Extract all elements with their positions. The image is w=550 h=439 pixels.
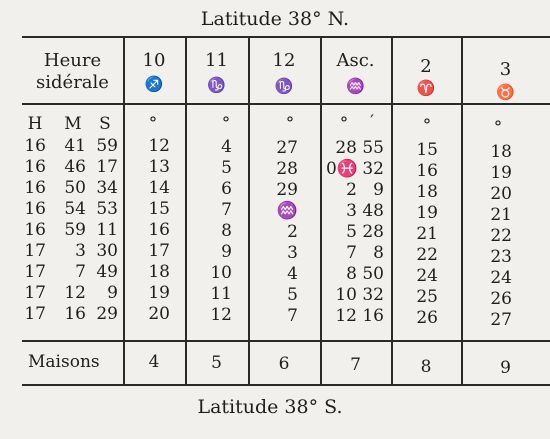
house11-cell: 7	[221, 200, 232, 220]
house-number: 7	[350, 355, 361, 375]
house10-cell: 15	[148, 199, 170, 219]
house3-cell: 22	[490, 226, 512, 246]
aries-icon: ♈	[416, 79, 436, 97]
sagittarius-icon: ♐	[144, 75, 164, 93]
house10-cell: 16	[148, 220, 170, 240]
second-cell: 34	[96, 178, 118, 198]
header-rule	[22, 103, 550, 105]
house11-cell: 6	[221, 179, 232, 199]
second-cell: 49	[96, 262, 118, 282]
house3-cell: 27	[490, 310, 512, 330]
unit-hour: H	[27, 114, 43, 134]
house11-cell: 9	[221, 242, 232, 262]
unit-second: S	[99, 114, 111, 134]
minute-cell: 41	[64, 136, 86, 156]
asc-min-cell: 48	[362, 201, 384, 221]
asc-deg-cell: 28	[335, 138, 357, 158]
second-cell: 59	[96, 136, 118, 156]
house11-cell: 12	[210, 305, 232, 325]
second-cell: 30	[96, 241, 118, 261]
house12-cell: 27	[276, 138, 298, 158]
house11-cell: 8	[221, 221, 232, 241]
header-house-12: 12	[272, 50, 296, 71]
unit-deg-3: °	[493, 118, 503, 138]
house11-cell: 4	[221, 137, 232, 157]
hour-cell: 17	[24, 262, 46, 282]
house-number: 8	[420, 357, 432, 377]
second-cell: 17	[96, 157, 118, 177]
hour-cell: 16	[24, 178, 46, 198]
asc-min-cell: 55	[362, 138, 384, 158]
asc-min-cell: 8	[373, 243, 384, 263]
house3-cell: 24	[490, 268, 512, 288]
capricorn-icon: ♑	[207, 76, 226, 94]
house2-cell: 18	[416, 182, 438, 202]
house10-cell: 20	[148, 304, 170, 324]
asc-deg-cell: 12	[335, 306, 357, 326]
asc-deg-cell: 5	[346, 222, 357, 242]
hour-cell: 17	[24, 283, 46, 303]
house10-cell: 13	[148, 157, 170, 177]
hour-cell: 17	[24, 241, 46, 261]
title-top: Latitude 38° N.	[200, 8, 350, 30]
asc-deg-cell: 10	[335, 285, 357, 305]
taurus-icon: ♉	[496, 83, 515, 101]
house-number: 6	[278, 354, 290, 374]
house2-cell: 21	[416, 224, 438, 244]
house2-cell: 26	[416, 308, 438, 328]
unit-deg-10: °	[148, 114, 158, 134]
unit-deg-12: °	[285, 114, 295, 134]
minute-cell: 59	[64, 220, 86, 240]
header-sidereal-line1: Heure	[43, 50, 102, 71]
second-cell: 29	[96, 304, 118, 324]
header-house-10: 10	[142, 50, 166, 71]
asc-deg-cell: 3	[346, 201, 357, 221]
hour-cell: 16	[24, 199, 46, 219]
house11-cell: 5	[221, 158, 232, 178]
unit-deg-11: °	[221, 114, 231, 134]
house3-cell: 26	[490, 289, 512, 309]
second-cell: 11	[96, 220, 118, 240]
house2-cell: 25	[416, 287, 438, 307]
house-number: 9	[500, 358, 511, 378]
house10-cell: 12	[148, 136, 170, 156]
house12-cell: ♒	[276, 201, 298, 221]
footer-label: Maisons	[28, 352, 100, 372]
minute-cell: 12	[64, 283, 86, 303]
house10-cell: 14	[148, 178, 170, 198]
house2-cell: 24	[416, 266, 438, 286]
second-cell: 53	[96, 199, 118, 219]
house10-cell: 19	[148, 283, 170, 303]
house-number: 5	[211, 353, 222, 373]
house10-cell: 18	[148, 262, 170, 282]
asc-min-cell: 50	[362, 264, 384, 284]
unit-minute: M	[64, 114, 82, 134]
house2-cell: 22	[416, 245, 438, 265]
house12-cell: 28	[276, 159, 298, 179]
house-number: 4	[148, 352, 160, 372]
house2-cell: 15	[416, 140, 438, 160]
asc-min-cell: 28	[362, 222, 384, 242]
header-ascendant: Asc.	[336, 50, 375, 71]
minute-cell: 46	[64, 157, 86, 177]
asc-deg-cell: 7	[346, 243, 357, 263]
second-cell: 9	[107, 283, 118, 303]
house11-cell: 11	[210, 284, 232, 304]
asc-deg-cell: 2	[346, 180, 357, 200]
hour-cell: 17	[24, 304, 46, 324]
asc-deg-cell: 8	[346, 264, 357, 284]
capricorn-icon: ♑	[274, 77, 294, 95]
asc-deg-cell: 0♓	[326, 159, 358, 179]
house10-cell: 17	[148, 241, 170, 261]
house12-cell: 5	[287, 285, 298, 305]
minute-cell: 50	[64, 178, 86, 198]
asc-min-cell: 32	[362, 159, 384, 179]
house12-cell: 2	[287, 222, 298, 242]
header-sidereal-line2: sidérale	[36, 72, 109, 93]
hour-cell: 16	[24, 136, 46, 156]
header-house-2: 2	[420, 56, 432, 77]
asc-min-cell: 9	[373, 180, 384, 200]
hour-cell: 16	[24, 157, 46, 177]
unit-deg-2: °	[422, 116, 432, 136]
unit-min-asc: ′	[370, 112, 374, 132]
house12-cell: 4	[287, 264, 298, 284]
header-house-3: 3	[499, 59, 512, 80]
minute-cell: 16	[64, 304, 86, 324]
footer-rule	[22, 340, 550, 342]
house12-cell: 7	[287, 306, 298, 326]
house3-cell: 18	[490, 142, 512, 162]
house11-cell: 10	[210, 263, 232, 283]
header-house-11: 11	[205, 50, 228, 71]
minute-cell: 3	[75, 241, 86, 261]
title-bottom: Latitude 38° S.	[197, 396, 343, 418]
house12-cell: 3	[287, 243, 298, 263]
house3-cell: 21	[490, 205, 512, 225]
unit-deg-asc: °	[339, 114, 349, 134]
minute-cell: 54	[64, 199, 86, 219]
header-sidereal-time	[22, 50, 123, 94]
house2-cell: 19	[416, 203, 438, 223]
house2-cell: 16	[416, 161, 438, 181]
asc-min-cell: 16	[362, 306, 384, 326]
house3-cell: 20	[490, 184, 512, 204]
hour-cell: 16	[24, 220, 46, 240]
house12-cell: 29	[276, 180, 298, 200]
house3-cell: 19	[490, 163, 512, 183]
minute-cell: 7	[75, 262, 86, 282]
house3-cell: 23	[490, 247, 512, 267]
aquarius-icon: ♒	[346, 77, 365, 95]
top-rule	[22, 36, 550, 38]
asc-min-cell: 32	[362, 285, 384, 305]
bottom-rule	[22, 384, 550, 386]
